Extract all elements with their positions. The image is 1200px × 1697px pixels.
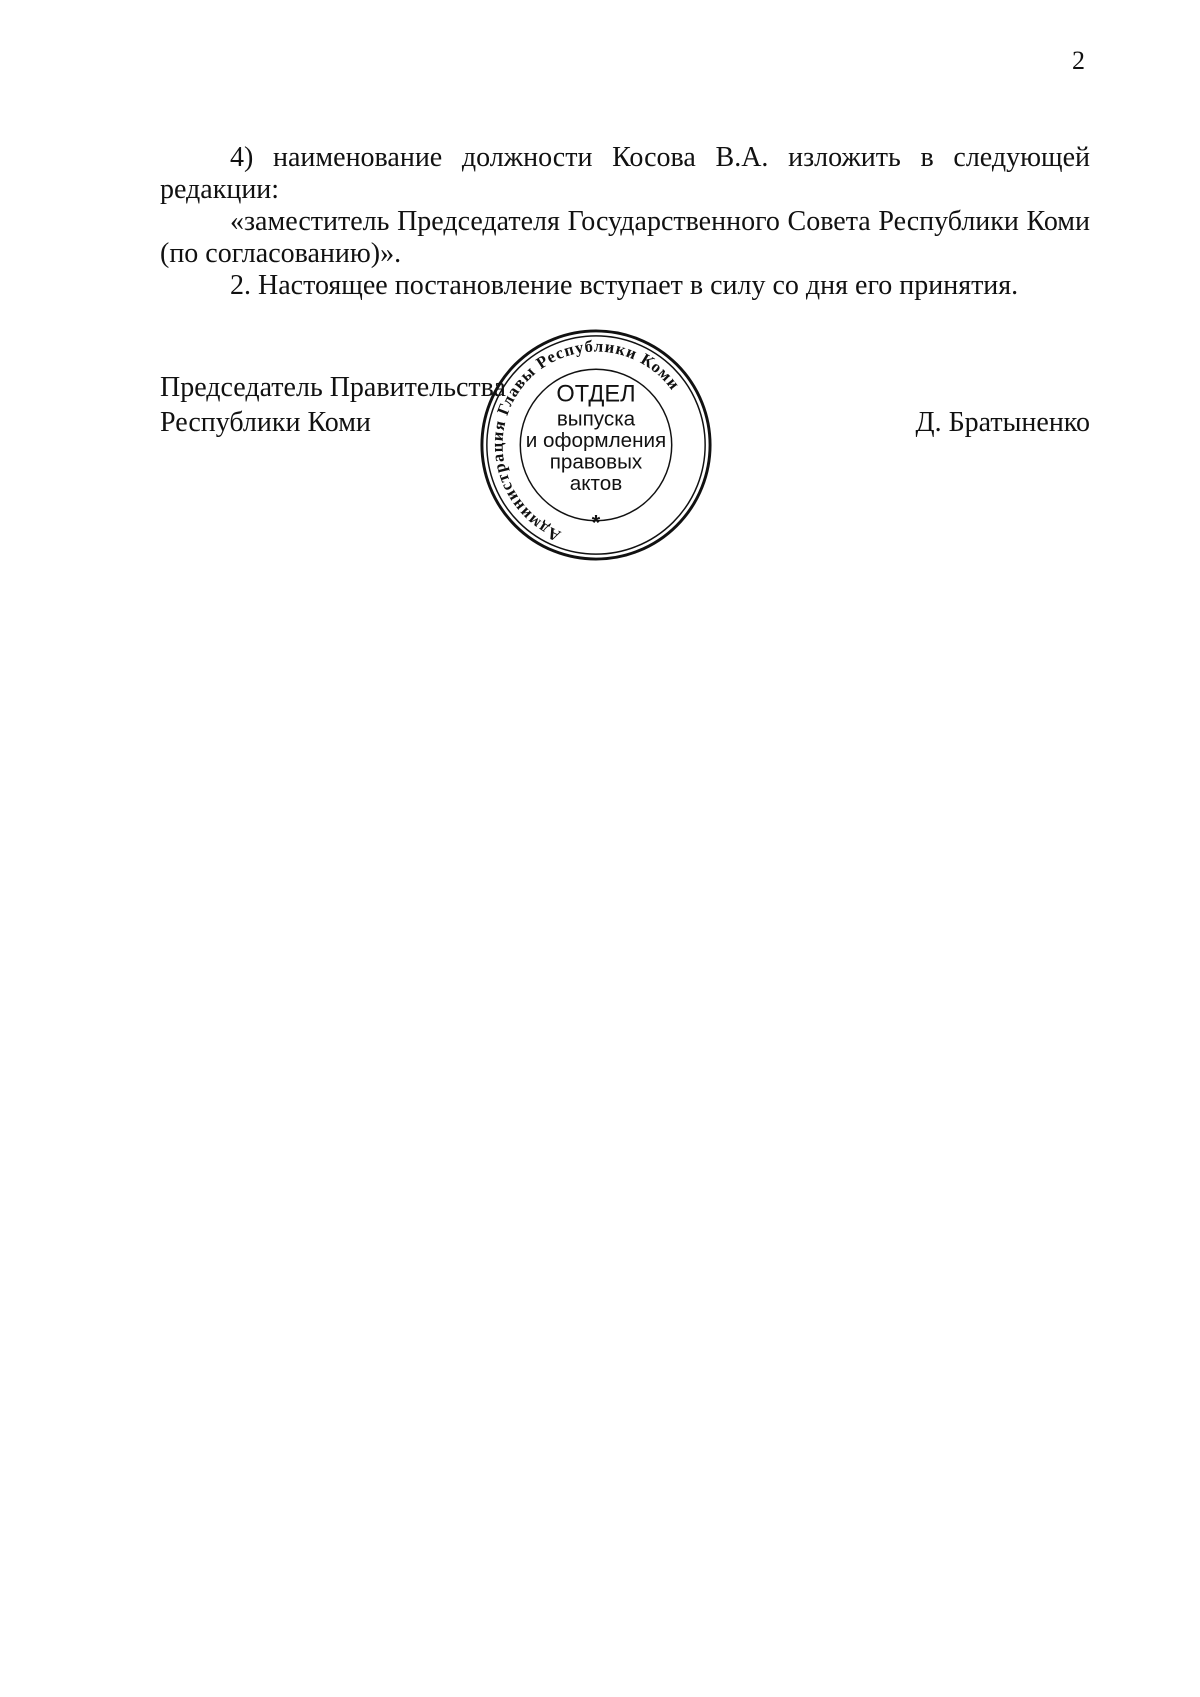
stamp-center-text xyxy=(526,382,667,496)
stamp-line-2: выпуска xyxy=(556,407,636,431)
official-stamp xyxy=(478,327,714,563)
paragraph-new-wording: «заместитель Председателя Государственного Совета Республики Коми (по согласованию)». xyxy=(160,206,1090,269)
signatory-name: Д. Братыненко xyxy=(915,407,1090,438)
paragraph-item-4: 4) наименование должности Косова В.А. изложить в следующей редакции: xyxy=(160,142,1090,205)
document-body xyxy=(160,142,1090,302)
stamp-star-icon: * xyxy=(591,509,601,535)
stamp-line-3: и оформления xyxy=(525,428,667,452)
stamp-line-1: ОТДЕЛ xyxy=(556,381,636,408)
page-number: 2 xyxy=(1072,46,1085,75)
signatory-position: Председатель Правительства Республики Коми xyxy=(160,372,506,438)
stamp-line-4: правовых xyxy=(549,450,643,474)
stamp-ring-text: Администрация Главы Республики Коми xyxy=(487,336,685,546)
stamp-line-5: актов xyxy=(569,472,623,496)
paragraph-effective-date: 2. Настоящее постановление вступает в силу со дня его принятия. xyxy=(230,270,1019,301)
